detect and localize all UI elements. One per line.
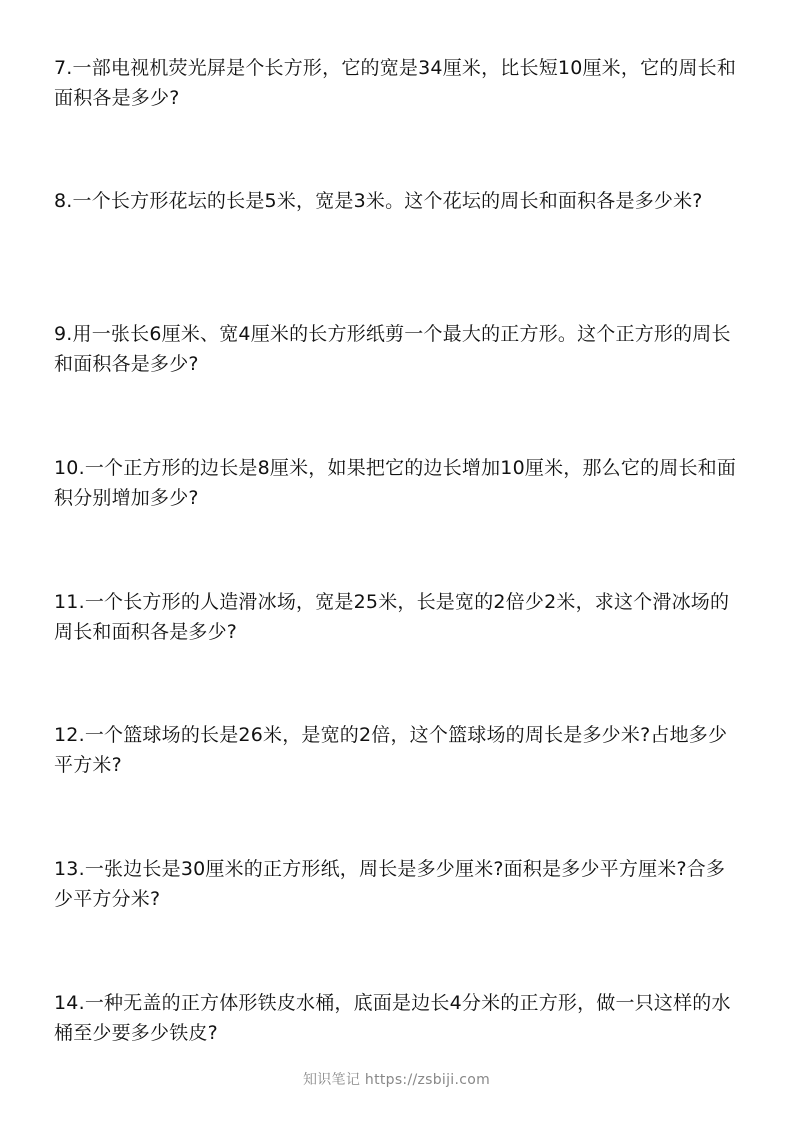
- problem-8: 8.一个长方形花坛的长是5米，宽是3米。这个花坛的周长和面积各是多少米?: [54, 190, 703, 212]
- problem-10: 10.一个正方形的边长是8厘米，如果把它的边长增加10厘米，那么它的周长和面积分别增加多少?: [54, 457, 737, 509]
- problem-14: 14.一种无盖的正方体形铁皮水桶，底面是边长4分米的正方形，做一只这样的水桶至少要多少铁皮?: [54, 992, 731, 1044]
- problem-9: 9.用一张长6厘米、宽4厘米的长方形纸剪一个最大的正方形。这个正方形的周长和面积各是多少?: [54, 323, 731, 375]
- problem-7: 7.一部电视机荧光屏是个长方形，它的宽是34厘米，比长短10厘米，它的周长和面积各是多少?: [54, 57, 737, 109]
- footer-watermark: 知识笔记 https://zsbiji.com: [302, 1072, 491, 1088]
- problem-12: 12.一个篮球场的长是26米，是宽的2倍，这个篮球场的周长是多少米?占地多少平方米?: [54, 724, 728, 776]
- problem-13: 13.一张边长是30厘米的正方形纸，周长是多少厘米?面积是多少平方厘米?合多少平方分米?: [54, 858, 726, 910]
- problem-11: 11.一个长方形的人造滑冰场，宽是25米，长是宽的2倍少2米，求这个滑冰场的周长和面积各是多少?: [54, 591, 730, 643]
